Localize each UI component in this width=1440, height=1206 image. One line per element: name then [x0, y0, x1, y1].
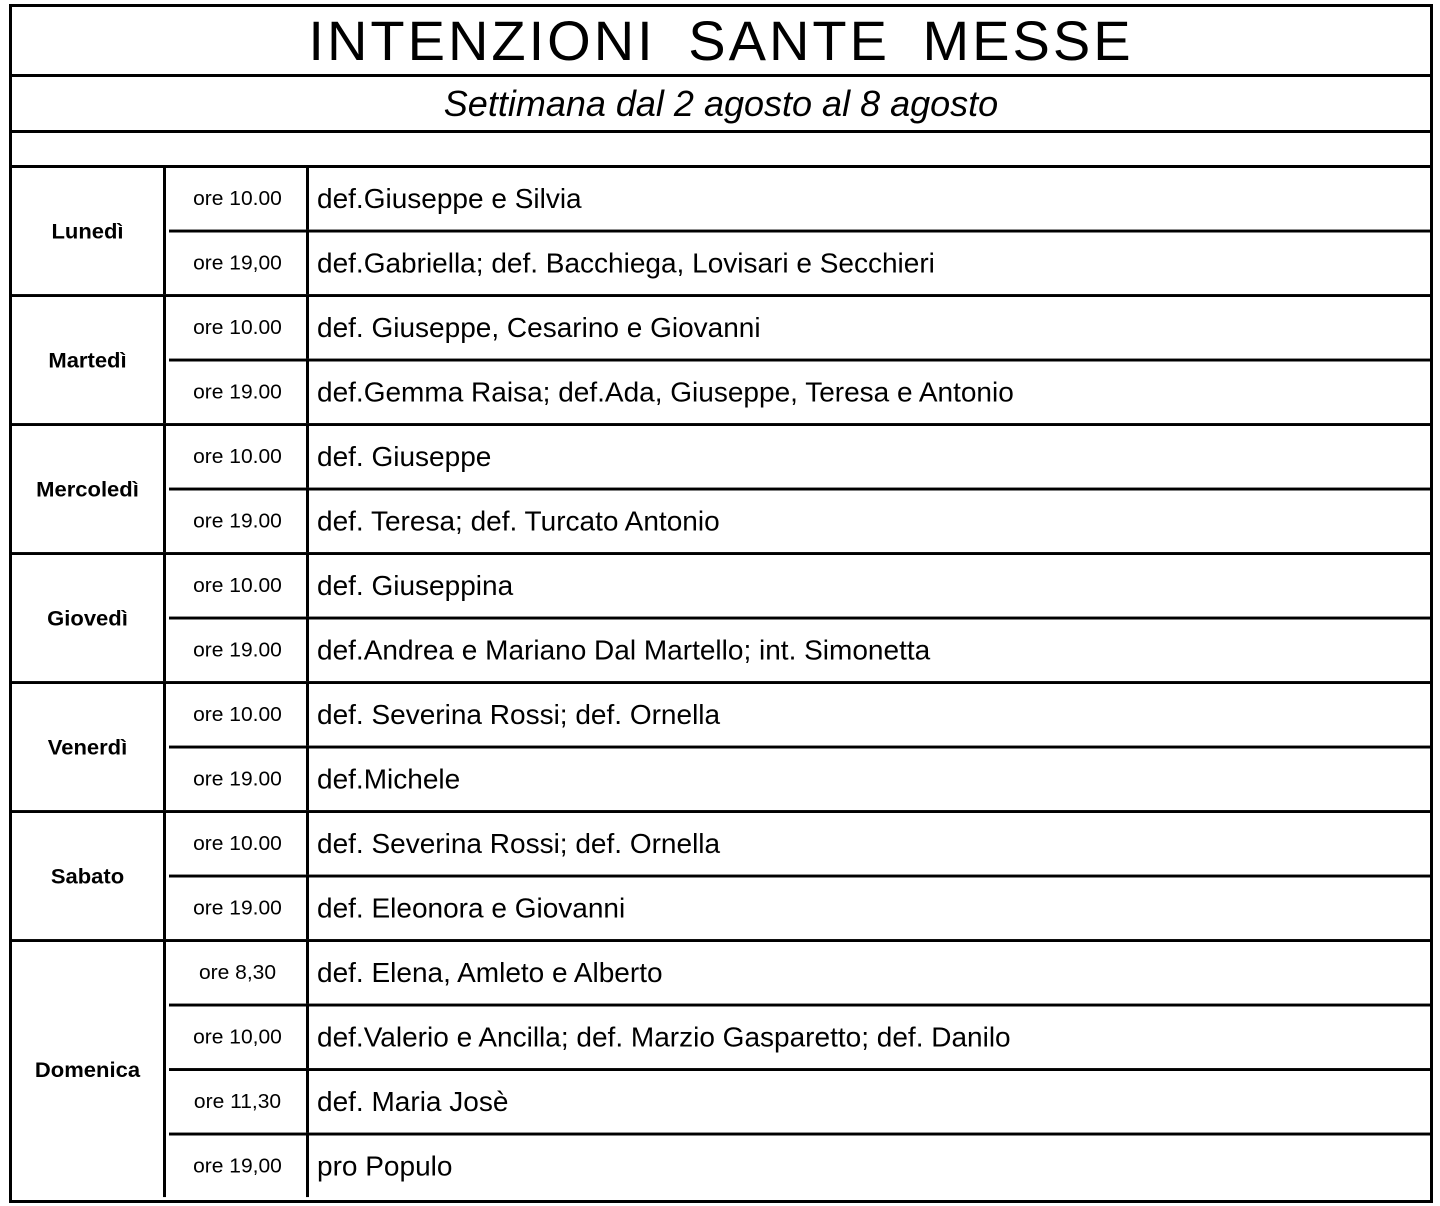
mass-time: ore 10.00 — [169, 168, 309, 230]
mass-time: ore 11,30 — [169, 1071, 309, 1133]
week-subtitle: Settimana dal 2 agosto al 8 agosto — [12, 77, 1430, 133]
mass-row — [169, 168, 1430, 230]
day-name: Venerdì — [12, 684, 166, 810]
mass-intention: def. Eleonora e Giovanni — [317, 892, 626, 923]
mass-intention: def. Giuseppe, Cesarino e Giovanni — [317, 312, 761, 343]
day-group — [12, 555, 1430, 684]
mass-time: ore 10.00 — [169, 426, 309, 488]
day-group — [12, 168, 1430, 297]
day-group — [12, 942, 1430, 1200]
mass-intentions-sheet — [9, 4, 1433, 1203]
mass-intention: def.Valerio e Ancilla; def. Marzio Gasparetto; def. Danilo — [317, 1021, 1011, 1052]
day-group — [12, 813, 1430, 942]
mass-row — [169, 233, 1430, 295]
spacer-row — [12, 133, 1430, 168]
mass-row — [169, 942, 1430, 1004]
mass-row — [169, 684, 1430, 746]
mass-time: ore 10.00 — [169, 684, 309, 746]
mass-intention: def.Andrea e Mariano Dal Martello; int. Simonetta — [317, 634, 931, 665]
mass-intention: def.Gemma Raisa; def.Ada, Giuseppe, Teresa e Antonio — [317, 376, 1014, 407]
mass-intention: def. Giuseppina — [317, 570, 514, 601]
day-name: Giovedì — [12, 555, 166, 681]
mass-time: ore 19.00 — [169, 362, 309, 424]
mass-intention: def.Michele — [317, 763, 461, 794]
mass-intention: def. Severina Rossi; def. Ornella — [317, 828, 721, 859]
mass-row — [169, 297, 1430, 359]
mass-time: ore 19.00 — [169, 749, 309, 811]
mass-row — [169, 620, 1430, 682]
day-name: Lunedì — [12, 168, 166, 294]
mass-intention: def.Gabriella; def. Bacchiega, Lovisari e Secchieri — [317, 247, 935, 278]
mass-row — [169, 813, 1430, 875]
mass-row — [169, 491, 1430, 553]
mass-row — [169, 749, 1430, 811]
day-name: Domenica — [12, 942, 166, 1197]
day-name: Sabato — [12, 813, 166, 939]
mass-time: ore 10.00 — [169, 297, 309, 359]
mass-row — [169, 555, 1430, 617]
day-group — [12, 684, 1430, 813]
mass-time: ore 19,00 — [169, 233, 309, 295]
mass-time: ore 19.00 — [169, 491, 309, 553]
mass-intention: def. Maria Josè — [317, 1086, 509, 1117]
mass-row — [169, 426, 1430, 488]
mass-row — [169, 1136, 1430, 1198]
mass-time: ore 19.00 — [169, 878, 309, 940]
mass-time: ore 19.00 — [169, 620, 309, 682]
mass-time: ore 10.00 — [169, 555, 309, 617]
day-name: Mercoledì — [12, 426, 166, 552]
mass-time: ore 10.00 — [169, 813, 309, 875]
day-group — [12, 297, 1430, 426]
mass-row — [169, 878, 1430, 940]
day-name: Martedì — [12, 297, 166, 423]
mass-intention: def. Teresa; def. Turcato Antonio — [317, 505, 720, 536]
mass-time: ore 8,30 — [169, 942, 309, 1004]
mass-intention: pro Populo — [317, 1150, 453, 1181]
page-title: INTENZIONI SANTE MESSE — [12, 7, 1430, 77]
mass-row — [169, 1007, 1430, 1069]
day-group — [12, 426, 1430, 555]
mass-row — [169, 1071, 1430, 1133]
mass-intention: def. Giuseppe — [317, 441, 492, 472]
mass-intention: def. Elena, Amleto e Alberto — [317, 957, 663, 988]
mass-row — [169, 362, 1430, 424]
mass-time: ore 10,00 — [169, 1007, 309, 1069]
mass-intention: def.Giuseppe e Silvia — [317, 183, 582, 214]
mass-intention: def. Severina Rossi; def. Ornella — [317, 699, 721, 730]
mass-time: ore 19,00 — [169, 1136, 309, 1198]
